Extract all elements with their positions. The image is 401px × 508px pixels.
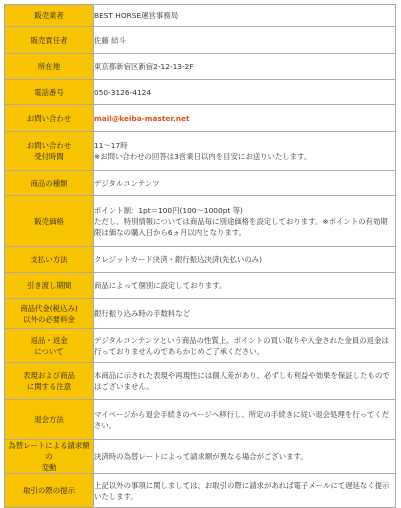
row-label: お問い合わせ 受付時間 [26,141,72,161]
table-row [5,5,396,27]
table-row [5,247,396,273]
row-value-cell [94,132,396,171]
seller-info-section [4,4,396,508]
row-value: 商品によって個別に設定しております。 [94,281,227,290]
row-label-cell [5,329,94,363]
row-value: クレジットカード決済・銀行振込決済(先払いのみ) [94,255,262,264]
table-row [5,273,396,299]
row-label-cell [5,363,94,400]
table-row [5,27,396,54]
table-row [5,400,396,440]
row-value: 本商品に示された表現や再現性には個人差があり、必ずしも利益や効果を保証したものではございません。 [94,371,390,391]
row-label-cell [5,273,94,299]
row-label: 電話番号 [34,87,64,97]
row-label: 商品の種類 [30,178,68,188]
row-label: 販売責任者 [30,35,68,45]
row-label-cell [5,196,94,247]
row-label: 為替レートによる請求額の 変動 [8,441,90,472]
row-value: 佐藤 結斗 [94,35,126,45]
table-row [5,80,396,105]
row-label-cell [5,5,94,27]
row-label-cell [5,440,94,474]
row-label: 返品・返金 について [30,335,68,356]
row-value: デジタルコンテンツという商品の性質上、ポイントの買い取りや入金された金員の返金は行っておりませんのであらかじめご了承ください。 [94,335,389,356]
row-value: 決済時の為替レートによって請求額が異なる場合がございます。 [94,452,308,461]
seller-info-table [4,4,396,508]
row-value-cell [94,196,396,247]
row-value-cell [94,80,396,105]
row-label-cell [5,54,94,80]
row-label: 商品代金(税込み) 以外の必要料金 [20,303,78,324]
row-value-cell [94,54,396,80]
row-value: 050-3126-4124 [94,87,152,97]
table-row [5,196,396,247]
row-label-cell [5,27,94,54]
row-value: 東京都新宿区新宿2-12-13-2F [94,62,194,71]
row-label: 販売価格 [34,216,64,226]
row-value-cell [94,400,396,440]
table-row [5,105,396,132]
row-label: 支払い方法 [30,255,68,264]
row-value: 上記以外の事項に関しましては、お取引の際に請求があれば電子メールにて遅延なく提示いたします。 [94,480,390,501]
table-row [5,329,396,363]
row-label-cell [5,474,94,508]
row-label: 販売業者 [34,11,64,20]
row-value-cell [94,105,396,132]
row-value-cell [94,273,396,299]
row-value: 11～17時 ※お問い合わせの回答は3営業日以内を目安にお送りいたします。 [94,141,312,161]
row-label: 取引の際の提示 [23,486,75,495]
row-label: 退会方法 [34,415,64,424]
table-row [5,54,396,80]
table-row [5,171,396,196]
row-label: 引き渡し期間 [26,281,72,290]
row-value: BEST HORSE運営事務局 [94,11,179,20]
table-row [5,363,396,400]
row-value-cell [94,474,396,508]
row-label-cell [5,105,94,132]
row-value-cell [94,440,396,474]
row-label-cell [5,247,94,273]
table-row [5,440,396,474]
row-value-cell [94,5,396,27]
table-row [5,132,396,171]
row-value-cell [94,247,396,273]
table-row [5,474,396,508]
contact-email-link[interactable]: mail@keiba-master.net [94,113,190,123]
row-value-cell [94,299,396,329]
row-label-cell [5,171,94,196]
row-value: デジタルコンテンツ [94,178,160,188]
row-value: マイページから退会手続きのページへ移行し、所定の手続きに従い退会処理を行ってください。 [94,409,390,430]
row-value-cell [94,363,396,400]
row-label: 所在地 [37,62,61,71]
row-label-cell [5,299,94,329]
row-value-cell [94,171,396,196]
row-value: ポイント制：1pt＝100円(100～1000pt 等) ただし、特別情報については商品毎に別途価格を設定しております。※ポイントの有効期限は価なの購入日から6ヵ月以内となります。 [94,205,388,237]
table-row [5,299,396,329]
row-label-cell [5,132,94,171]
row-label: お問い合わせ [26,113,72,123]
row-value: 銀行振り込み時の手数料など [94,309,191,318]
row-value-cell [94,329,396,363]
row-label-cell [5,80,94,105]
row-value-cell [94,27,396,54]
row-label: 表現および商品 に関する注意 [23,371,75,391]
row-label-cell [5,400,94,440]
